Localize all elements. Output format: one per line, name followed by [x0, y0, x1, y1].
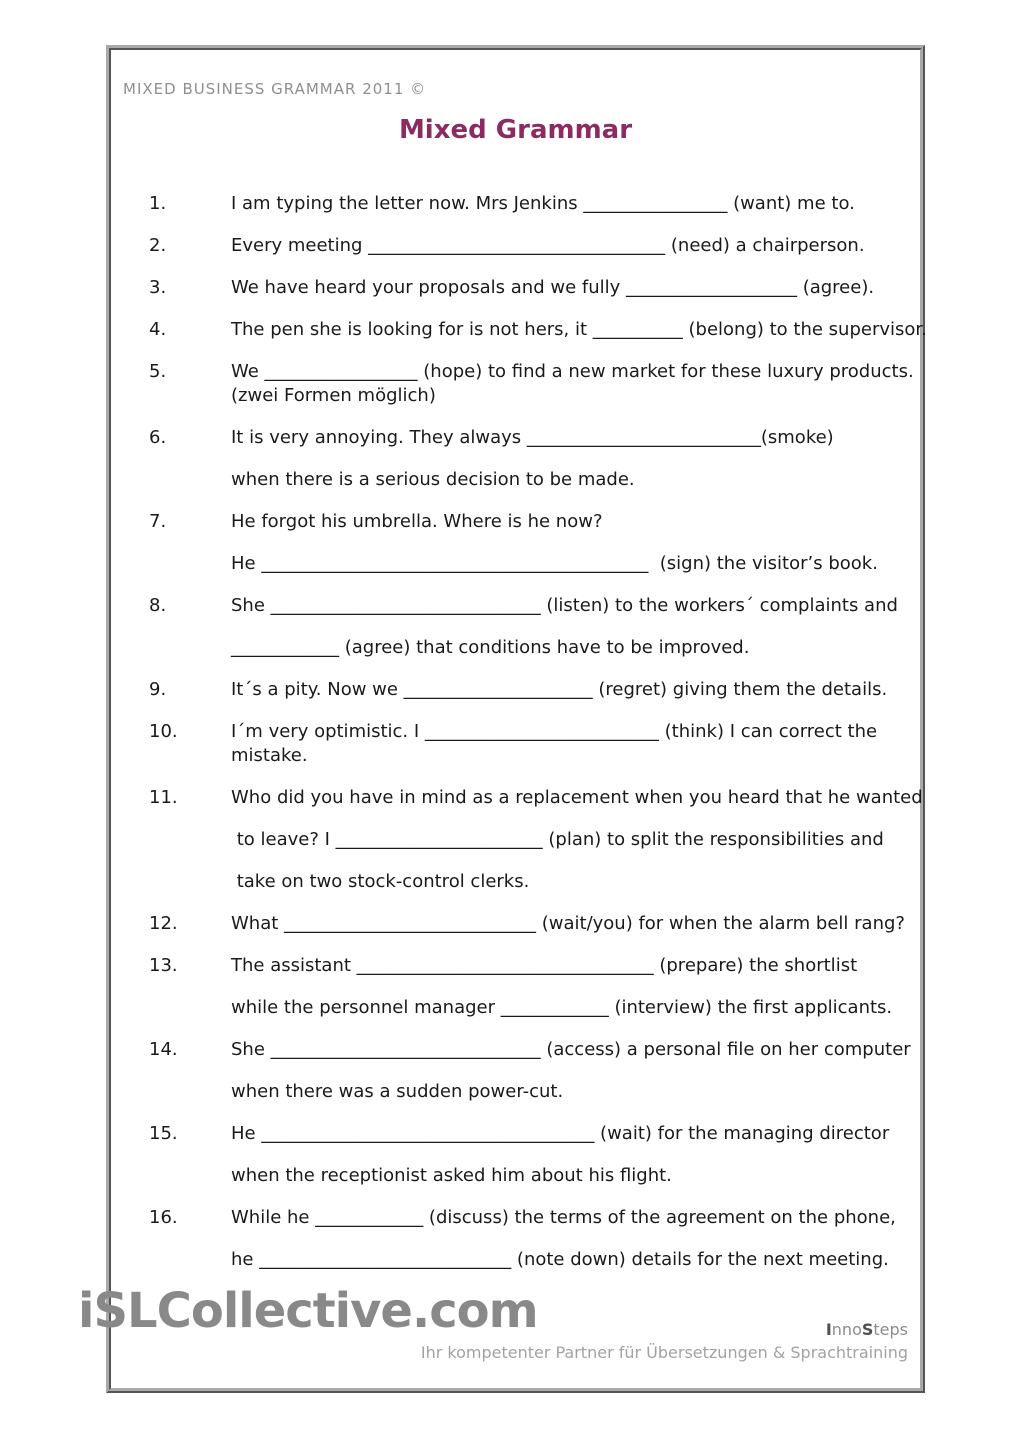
item-text: She ______________________________ (listen) to the workers´ complaints and — [231, 595, 898, 616]
worksheet-row — [149, 426, 920, 450]
islcollective-watermark: iSLCollective.com — [78, 1283, 538, 1339]
item-text: He ___________________________________________ (sign) the visitor’s book. — [231, 553, 878, 574]
item-number: 16. — [149, 1207, 178, 1228]
item-number: 4. — [149, 319, 167, 340]
item-number — [149, 636, 231, 660]
item-number: 9. — [149, 679, 167, 700]
item-text: when there is a serious decision to be made. — [231, 469, 635, 490]
worksheet-row — [149, 954, 920, 978]
item-text: when there was a sudden power-cut. — [231, 1081, 564, 1102]
item-text: It´s a pity. Now we _____________________ (regret) giving them the details. — [231, 679, 888, 700]
item-text: while the personnel manager ____________ (interview) the first applicants. — [231, 997, 893, 1018]
worksheet-row — [149, 678, 920, 702]
item-number: 8. — [149, 595, 167, 616]
worksheet-row — [149, 318, 927, 342]
item-text: (zwei Formen möglich) — [231, 385, 436, 406]
item-number: 13. — [149, 955, 178, 976]
item-text: mistake. — [231, 745, 308, 766]
item-number — [149, 1248, 231, 1272]
item-text: We have heard your proposals and we fully ___________________ (agree). — [231, 277, 875, 298]
item-text: Who did you have in mind as a replacement when you heard that he wanted — [231, 787, 923, 808]
item-number — [149, 384, 231, 408]
item-text: She ______________________________ (access) a personal file on her computer — [231, 1039, 911, 1060]
worksheet-row — [149, 384, 920, 408]
worksheet-row — [149, 510, 920, 534]
item-number: 12. — [149, 913, 178, 934]
worksheet-row — [149, 744, 920, 768]
worksheet-items — [111, 192, 927, 1272]
item-text: ____________ (agree) that conditions have to be improved. — [231, 637, 750, 658]
worksheet-row — [149, 636, 920, 660]
worksheet-row — [149, 1122, 920, 1146]
item-number — [149, 744, 231, 768]
item-text: The pen she is looking for is not hers, it __________ (belong) to the supervisor. — [231, 319, 927, 340]
item-number: 5. — [149, 361, 167, 382]
worksheet-row — [149, 276, 920, 300]
worksheet-row — [149, 552, 920, 576]
brand-innosteps — [826, 1320, 908, 1340]
item-text: What ____________________________ (wait/you) for when the alarm bell rang? — [231, 913, 905, 934]
item-text: take on two stock-control clerks. — [231, 871, 530, 892]
item-text: he ____________________________ (note down) details for the next meeting. — [231, 1249, 889, 1270]
worksheet-row — [149, 360, 920, 384]
worksheet-row — [149, 912, 920, 936]
worksheet-row — [149, 1248, 920, 1272]
item-number: 14. — [149, 1039, 178, 1060]
worksheet-row — [149, 996, 920, 1020]
worksheet-row — [149, 192, 920, 216]
item-text: to leave? I _______________________ (plan) to split the responsibilities and — [231, 829, 884, 850]
brand-segment: I — [825, 1320, 832, 1339]
page-title: Mixed Grammar — [398, 115, 633, 145]
item-text: I´m very optimistic. I __________________________ (think) I can correct the — [231, 721, 878, 742]
item-text: While he ____________ (discuss) the terms of the agreement on the phone, — [231, 1207, 896, 1228]
worksheet-row — [149, 786, 923, 810]
brand-segment: teps — [873, 1320, 908, 1339]
worksheet-row — [149, 1206, 920, 1230]
worksheet-row — [149, 468, 920, 492]
brand-segment: nno — [831, 1320, 862, 1339]
item-number: 15. — [149, 1123, 178, 1144]
item-number: 10. — [149, 721, 178, 742]
worksheet-page — [106, 45, 925, 1393]
brand-segment: S — [861, 1320, 874, 1339]
item-number: 3. — [149, 277, 167, 298]
item-text: He forgot his umbrella. Where is he now? — [231, 511, 603, 532]
item-text: The assistant _________________________________ (prepare) the shortlist — [231, 955, 858, 976]
item-text: It is very annoying. They always __________________________(smoke) — [231, 427, 834, 448]
worksheet-row — [149, 720, 920, 744]
item-number — [149, 1164, 231, 1188]
item-number — [149, 1080, 231, 1104]
item-number — [149, 870, 231, 894]
worksheet-row — [149, 1164, 920, 1188]
worksheet-row — [149, 594, 920, 618]
worksheet-row — [149, 234, 920, 258]
item-number — [149, 996, 231, 1020]
item-number: 7. — [149, 511, 167, 532]
item-text: We _________________ (hope) to find a new market for these luxury products. — [231, 361, 914, 382]
item-text: I am typing the letter now. Mrs Jenkins ________________ (want) me to. — [231, 193, 855, 214]
item-text: He _____________________________________ (wait) for the managing director — [231, 1123, 890, 1144]
item-number — [149, 552, 231, 576]
item-number — [149, 468, 231, 492]
item-number: 2. — [149, 235, 167, 256]
item-number — [149, 828, 231, 852]
worksheet-row — [149, 828, 920, 852]
brand-tagline: Ihr kompetenter Partner für Übersetzungen & Sprachtraining — [420, 1343, 908, 1362]
worksheet-row — [149, 870, 920, 894]
item-text: when the receptionist asked him about his flight. — [231, 1165, 672, 1186]
worksheet-row — [149, 1038, 920, 1062]
worksheet-row — [149, 1080, 920, 1104]
item-number: 6. — [149, 427, 167, 448]
item-number: 11. — [149, 787, 178, 808]
document-header: MIXED BUSINESS GRAMMAR 2011 © — [123, 80, 427, 98]
item-text: Every meeting _________________________________ (need) a chairperson. — [231, 235, 865, 256]
item-number: 1. — [149, 193, 167, 214]
